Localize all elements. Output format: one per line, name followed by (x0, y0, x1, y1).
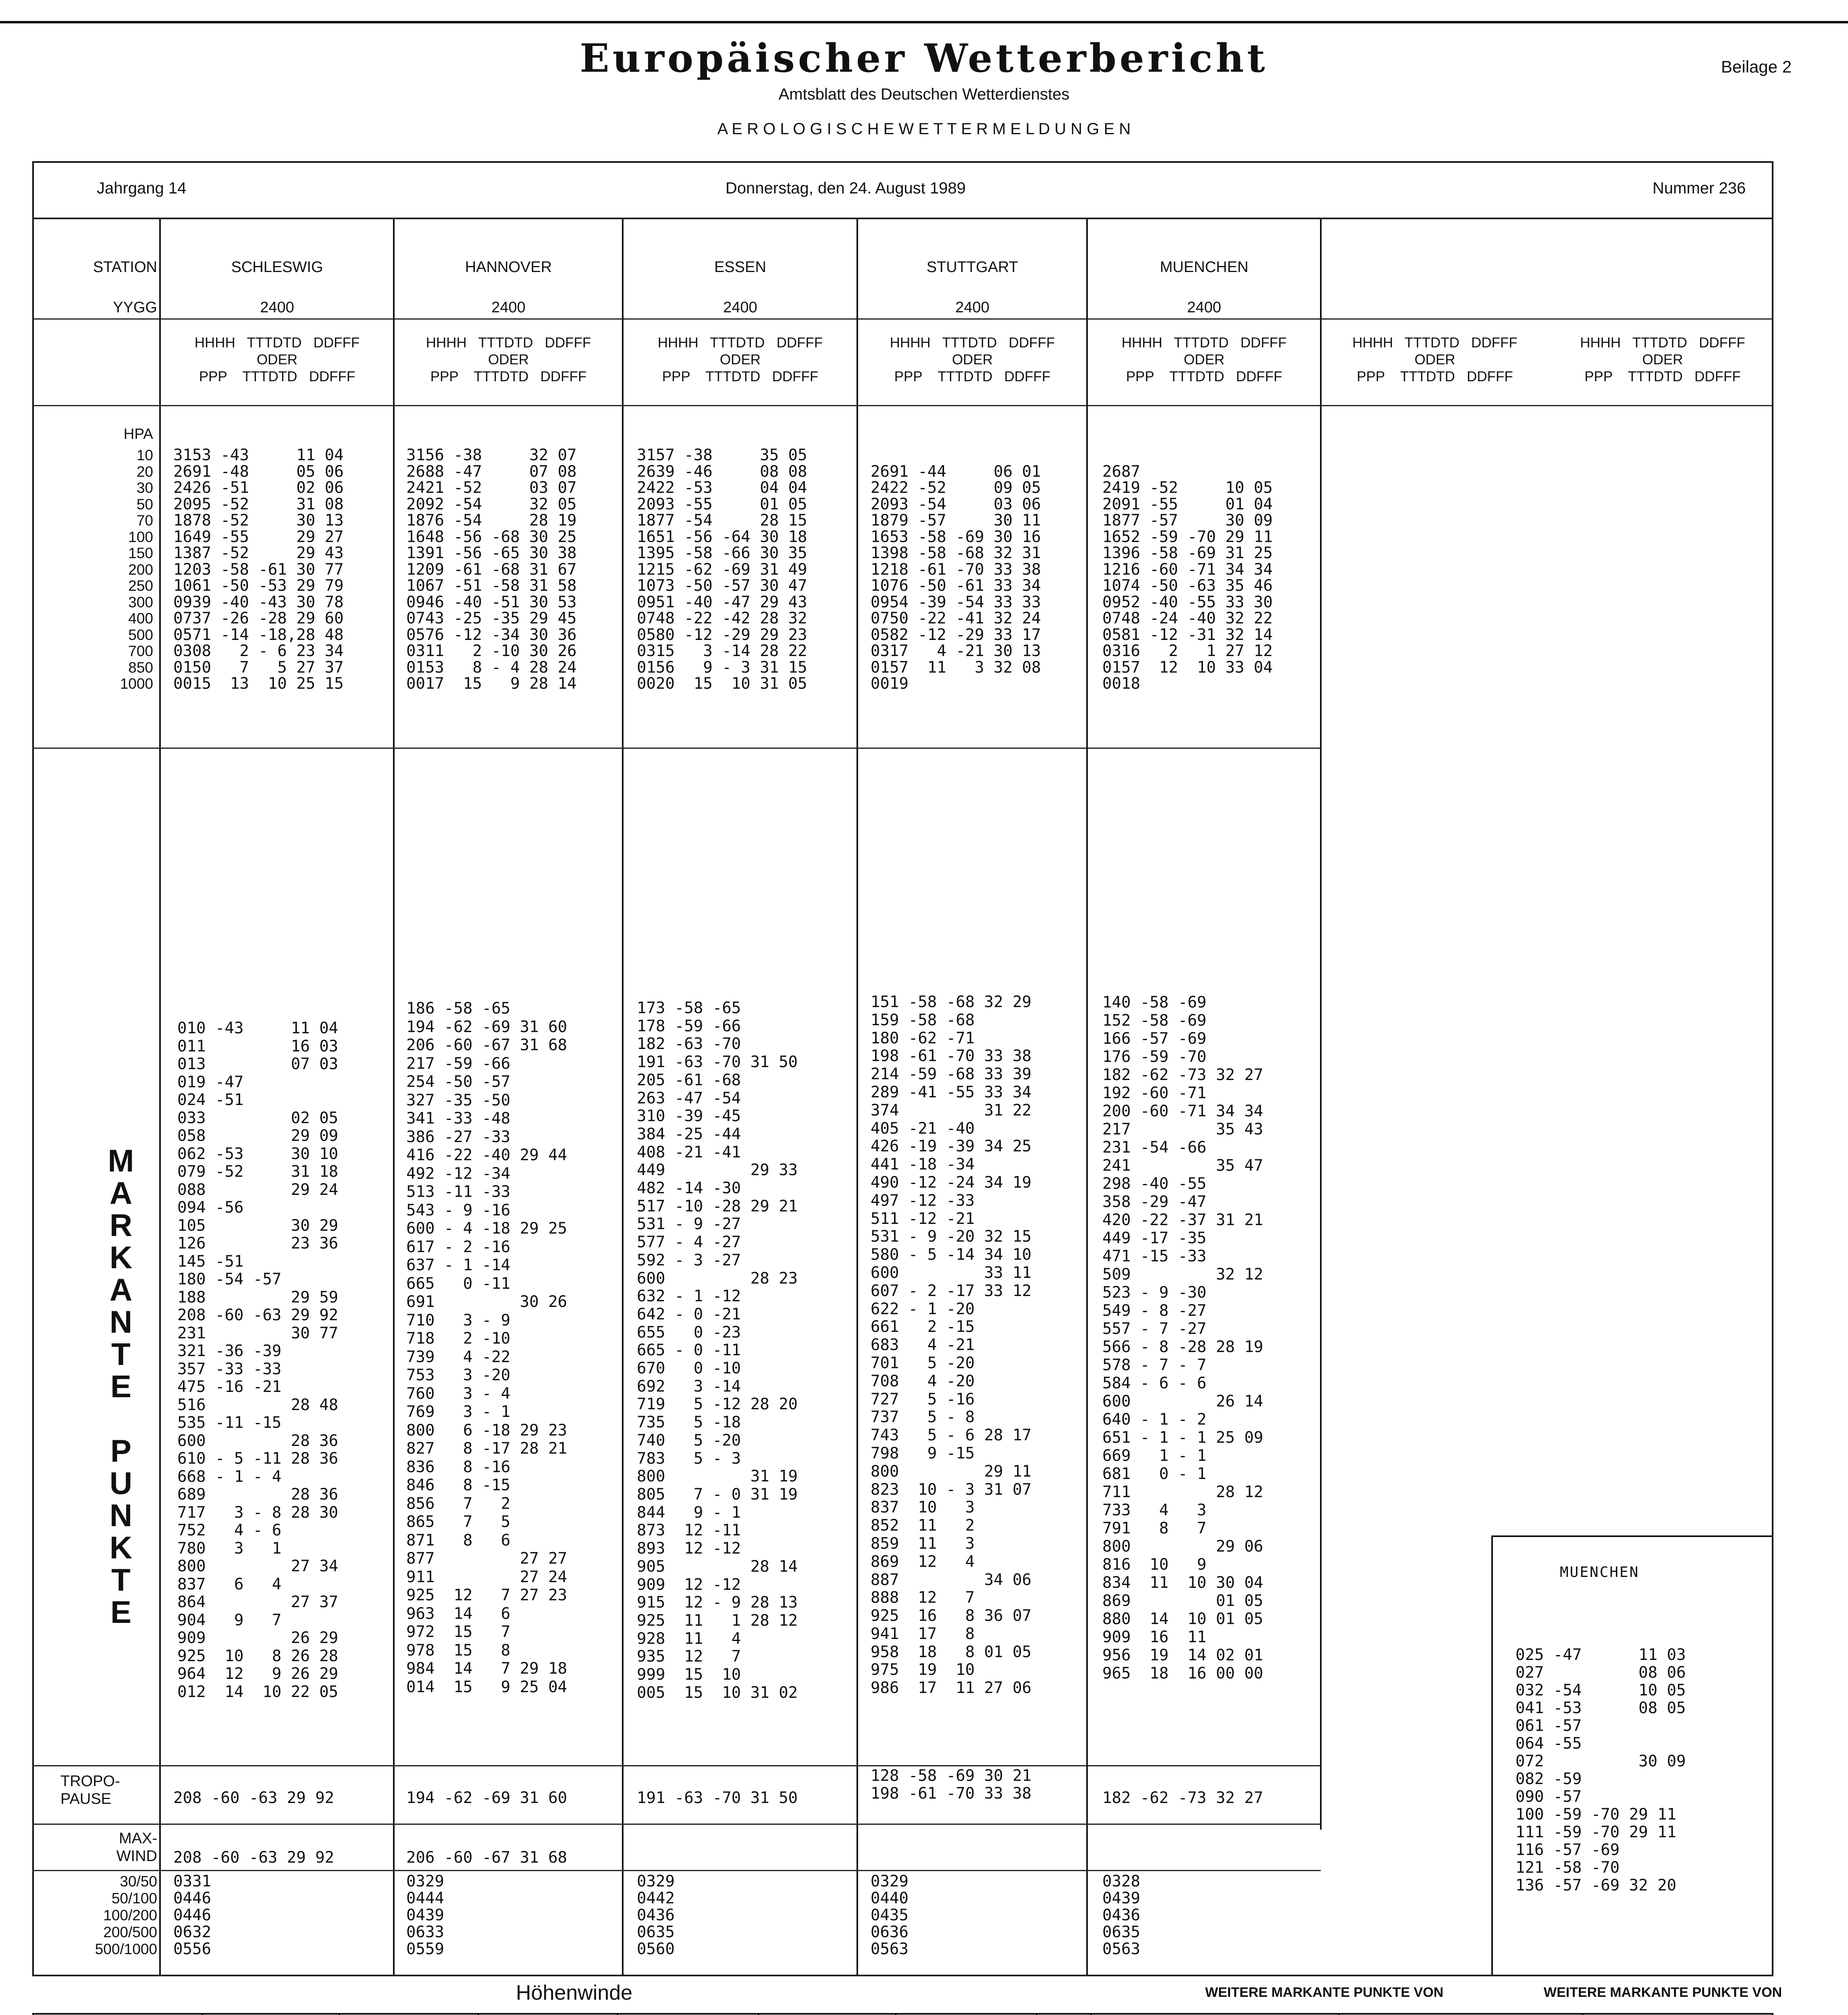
markante-data: 186 -58 -65 194 -62 -69 31 60 206 -60 -67 31 68 217 -59 -66 254 -50 -57 327 -35 -50 341 -33 -48 386 -27 -33 416 -22 -40 29 44 492 -12 -34 513 -11 -33 543 - 9 -16 600 - 4 -18 29 25 617 - 2 -16 637 - 1 -14 665 0 -11 691 30 26 710 3 - 9 718 2 -10 739 4 -22 753 3 -20 760 3 - 4 769 3 - 1 800 6 -18 29 23 827 8 -17 28 21 836 8 -16 846 8 -15 856 7 2 865 7 5 871 8 6 877 27 27 911 27 24 925 12 7 27 23 963 14 6 972 15 7 978 15 8 984 14 7 29 18 014 15 9 25 04 (406, 999, 567, 1696)
row-line (32, 318, 1772, 320)
row-line (32, 1765, 1321, 1766)
page-subtitle: Amtsblatt des Deutschen Wetterdienstes (778, 85, 1070, 103)
empty-col-head (1324, 334, 1546, 385)
frame-top (32, 161, 1773, 163)
col-head-top: HHHH TTTDTD DDFFF (1580, 335, 1745, 351)
col-line (895, 2013, 896, 2015)
col-head-top: HHHH TTTDTD DDFFF (1352, 335, 1517, 351)
col-line (202, 2013, 203, 2015)
top-rule (0, 21, 1848, 23)
tropopause-data: 182 -62 -73 32 27 (1102, 1789, 1264, 1807)
weitere-label-a: WEITERE MARKANTE PUNKTE VON (1205, 1985, 1444, 2000)
col-head-bot: PPP TTTDTD DDFFF (1126, 369, 1283, 384)
tropopause-label: TROPO- PAUSE (60, 1773, 120, 1807)
tropopause-data: 208 -60 -63 29 92 (173, 1789, 335, 1807)
hpa-data: 3157 -38 35 05 2639 -46 08 08 2422 -53 04 04 2093 -55 01 05 1877 -54 28 15 1651 -56 -64 30 18 1395 -58 -66 30 35 1215 -62 -69 31 49 1073 -50 -57 30 47 0951 -40 -47 29 43 0748 -22 -42 28 32 0580 -12 -29 29 23 0315 3 -14 28 22 0156 9 - 3 31 15 0020 15 10 31 05 (637, 446, 807, 693)
frame-left (32, 161, 34, 1975)
col-line (1090, 2013, 1092, 2015)
layer-data: 0329 0444 0439 0633 0559 (406, 1872, 444, 1958)
col-head (624, 334, 856, 385)
col-head-mid: ODER (1183, 352, 1225, 368)
row-line (32, 405, 1772, 406)
hpa-data: 3153 -43 11 04 2691 -48 05 06 2426 -51 02 06 2095 -52 31 08 1878 -52 30 13 1649 -55 29 27 1387 -52 29 43 1203 -58 -61 30 77 1061 -50 -53 29 79 0939 -40 -43 30 78 0737 -26 -28 29 60 0571 -14 -18,28 48 0308 2 - 6 23 34 0150 7 5 27 37 0015 13 10 25 15 (173, 446, 344, 693)
col-head-top: HHHH TTTDTD DDFFF (194, 335, 360, 351)
maxwind-data: 208 -60 -63 29 92 (173, 1849, 335, 1867)
row-line (32, 1870, 1321, 1871)
col-head-mid: ODER (1414, 352, 1455, 368)
markante-data: 140 -58 -69 152 -58 -69 166 -57 -69 176 -59 -70 182 -62 -73 32 27 192 -60 -71 200 -60 -71 34 34 217 35 43 231 -54 -66 241 35 47 298 -40 -55 358 -29 -47 420 -22 -37 31 21 449 -17 -35 471 -15 -33 509 32 12 523 - 9 -30 549 - 8 -27 557 - 7 -27 566 - 8 -28 28 19 578 - 7 - 7 584 - 6 - 6 600 26 14 640 - 1 - 2 651 - 1 - 1 25 09 669 1 - 1 681 0 - 1 711 28 12 733 4 3 791 8 7 800 29 06 816 10 9 834 11 10 30 04 869 01 05 880 14 10 01 05 909 16 11 956 19 14 02 01 965 18 16 00 00 (1102, 993, 1264, 1683)
layer-labels: 30/50 50/100 100/200 200/500 500/1000 (95, 1873, 157, 1957)
col-head-mid: ODER (488, 352, 529, 368)
col-head (1088, 334, 1320, 385)
lower-frame-left (32, 2013, 34, 2015)
hoehenwinde-title: Höhenwinde (516, 1981, 633, 2005)
layer-data: 0329 0442 0436 0635 0560 (637, 1872, 675, 1958)
hpa-data: 2691 -44 06 01 2422 -52 09 05 2093 -54 03 06 1879 -57 30 11 1653 -58 -69 30 16 1398 -58 -68 32 31 1218 -61 -70 33 38 1076 -50 -61 33 34 0954 -39 -54 33 33 0750 -22 -41 32 24 0582 -12 -29 33 17 0317 4 -21 30 13 0157 11 3 32 08 0019 (871, 462, 1041, 693)
tropopause-data: 128 -58 -69 30 21 198 -61 -70 33 38 (871, 1767, 1032, 1803)
col-line (758, 2013, 759, 2015)
col-line (622, 218, 624, 1975)
station-name: STUTTGART (926, 259, 1019, 276)
col-head-top: HHHH TTTDTD DDFFF (657, 335, 823, 351)
col-head (161, 334, 393, 385)
row-line (32, 748, 1321, 749)
issue-date: Donnerstag, den 24. August 1989 (725, 179, 966, 197)
station-name: HANNOVER (465, 259, 552, 276)
col-line (1320, 218, 1322, 1830)
col-head-mid: ODER (719, 352, 761, 368)
station-yygg: 2400 (260, 299, 294, 316)
station-name: ESSEN (714, 259, 766, 276)
muenchen-extra-title: MUENCHEN (1560, 1564, 1640, 1581)
col-line (1338, 2013, 1340, 2015)
empty-col-head (1552, 334, 1773, 385)
markante-data: 173 -58 -65 178 -59 -66 182 -63 -70 191 -63 -70 31 50 205 -61 -68 263 -47 -54 310 -39 -45 384 -25 -44 408 -21 -41 449 29 33 482 -14 -30 517 -10 -28 29 21 531 - 9 -27 577 - 4 -27 592 - 3 -27 600 28 23 632 - 1 -12 642 - 0 -21 655 0 -23 665 - 0 -11 670 0 -10 692 3 -14 719 5 -12 28 20 735 5 -18 740 5 -20 783 5 - 3 800 31 19 805 7 - 0 31 19 844 9 - 1 873 12 -11 893 12 -12 905 28 14 909 12 -12 915 12 - 9 28 13 925 11 1 28 12 928 11 4 935 12 7 999 15 10 005 15 10 31 02 (637, 999, 798, 1702)
col-head-top: HHHH TTTDTD DDFFF (1121, 335, 1287, 351)
col-head-bot: PPP TTTDTD DDFFF (1357, 369, 1513, 384)
row-line (32, 1824, 1321, 1825)
station-yygg: 2400 (1187, 299, 1221, 316)
station-name: MUENCHEN (1160, 259, 1249, 276)
hpa-label: HPA (123, 426, 153, 442)
jahrgang: Jahrgang 14 (97, 179, 187, 197)
issue-number: Nummer 236 (1653, 179, 1746, 197)
markante-data: 151 -58 -68 32 29 159 -58 -68 180 -62 -71 198 -61 -70 33 38 214 -59 -68 33 39 289 -41 -55 33 34 374 31 22 405 -21 -40 426 -19 -39 34 25 441 -18 -34 490 -12 -24 34 19 497 -12 -33 511 -12 -21 531 - 9 -20 32 15 580 - 5 -14 34 10 600 33 11 607 - 2 -17 33 12 622 - 1 -20 661 2 -15 683 4 -21 701 5 -20 708 4 -20 727 5 -16 737 5 - 8 743 5 - 6 28 17 798 9 -15 800 29 11 823 10 - 3 31 07 837 10 3 852 11 2 859 11 3 869 12 4 887 34 06 888 12 7 925 16 8 36 07 941 17 8 958 18 8 01 05 975 19 10 986 17 11 27 06 (871, 993, 1032, 1697)
hpa-levels: 10 20 30 50 70 100 150 200 250 300 400 500 700 850 1000 (120, 447, 153, 692)
lower-frame-right (1772, 2013, 1773, 2015)
maxwind-label: MAX- WIND (116, 1830, 157, 1865)
weitere-label-b: WEITERE MARKANTE PUNKTE VON (1544, 1985, 1782, 2000)
markante-punkte-label: M A R K A N T E P U N K T E (108, 1143, 134, 1630)
muenchen-extra-data: 025 -47 11 03 027 08 06 032 -54 10 05 041 -53 08 05 061 -57 064 -55 072 30 09 082 -59 090 -57 100 -59 -70 29 11 111 -59 -70 29 11 116 -57 -69 121 -58 -70 136 -57 -69 32 20 (1515, 1646, 1686, 1895)
col-line (393, 218, 395, 1975)
frame-row-line (32, 218, 1773, 219)
col-head-bot: PPP TTTDTD DDFFF (199, 369, 355, 384)
station-yygg: 2400 (491, 299, 526, 316)
col-line (339, 2013, 340, 2015)
col-line (1086, 218, 1088, 1975)
col-line (856, 218, 858, 1975)
hpa-data: 2687 2419 -52 10 05 2091 -55 01 04 1877 -57 30 09 1652 -59 -70 29 11 1396 -58 -69 31 25 1216 -60 -71 34 34 1074 -50 -63 35 46 0952 -40 -55 33 30 0748 -24 -40 32 22 0581 -12 -31 32 14 0316 2 1 27 12 0157 12 10 33 04 0018 (1102, 462, 1273, 693)
col-head-top: HHHH TTTDTD DDFFF (426, 335, 591, 351)
tropopause-data: 191 -63 -70 31 50 (637, 1789, 798, 1807)
hpa-data: 3156 -38 32 07 2688 -47 07 08 2421 -52 03 07 2092 -54 32 05 1876 -54 28 19 1648 -56 -68 30 25 1391 -56 -65 30 38 1209 -61 -68 31 67 1067 -51 -58 31 58 0946 -40 -51 30 53 0743 -25 -35 29 45 0576 -12 -34 30 36 0311 2 -10 30 26 0153 8 - 4 28 24 0017 15 9 28 14 (406, 446, 577, 693)
markante-data: 010 -43 11 04 011 16 03 013 07 03 019 -47 024 -51 033 02 05 058 29 09 062 -53 30 10 079 -52 31 18 088 29 24 094 -56 105 30 29 126 23 36 145 -51 180 -54 -57 188 29 59 208 -60 -63 29 92 231 30 77 321 -36 -39 357 -33 -33 475 -16 -21 516 28 48 535 -11 -15 600 28 36 610 - 5 -11 28 36 668 - 1 - 4 689 28 36 717 3 - 8 28 30 752 4 - 6 780 3 1 800 27 34 837 6 4 864 27 37 904 9 7 909 26 29 925 10 8 26 28 964 12 9 26 29 012 14 10 22 05 (177, 1019, 339, 1701)
col-line (617, 2013, 618, 2015)
page-title: Europäischer Wetterbericht (580, 35, 1268, 81)
col-head (859, 334, 1086, 385)
yygg-label: YYGG (113, 299, 157, 316)
layer-data: 0329 0440 0435 0636 0563 (871, 1872, 908, 1958)
col-line (478, 2013, 479, 2015)
col-head (395, 334, 622, 385)
col-head-bot: PPP TTTDTD DDFFF (894, 369, 1051, 384)
station-label: STATION (93, 259, 157, 276)
beilage-label: Beilage 2 (1721, 57, 1792, 76)
col-head-bot: PPP TTTDTD DDFFF (1584, 369, 1741, 384)
maxwind-data: 206 -60 -67 31 68 (406, 1849, 567, 1867)
station-name: SCHLESWIG (231, 259, 323, 276)
col-head-mid: ODER (256, 352, 298, 368)
tropopause-data: 194 -62 -69 31 60 (406, 1789, 567, 1807)
col-line (159, 218, 161, 1975)
col-line (1036, 2013, 1037, 2015)
layer-data: 0328 0439 0436 0635 0563 (1102, 1872, 1140, 1958)
col-head-bot: PPP TTTDTD DDFFF (662, 369, 819, 384)
col-head-mid: ODER (952, 352, 993, 368)
layer-data: 0331 0446 0446 0632 0556 (173, 1872, 211, 1958)
col-head-mid: ODER (1642, 352, 1683, 368)
lower-frame-top (32, 2013, 1773, 2015)
station-yygg: 2400 (955, 299, 989, 316)
station-yygg: 2400 (723, 299, 757, 316)
section-title: A E R O L O G I S C H E W E T T E R M E L D U N G E N (717, 120, 1131, 138)
col-head-top: HHHH TTTDTD DDFFF (890, 335, 1055, 351)
col-head-bot: PPP TTTDTD DDFFF (430, 369, 587, 384)
col-line (1582, 2013, 1584, 2015)
